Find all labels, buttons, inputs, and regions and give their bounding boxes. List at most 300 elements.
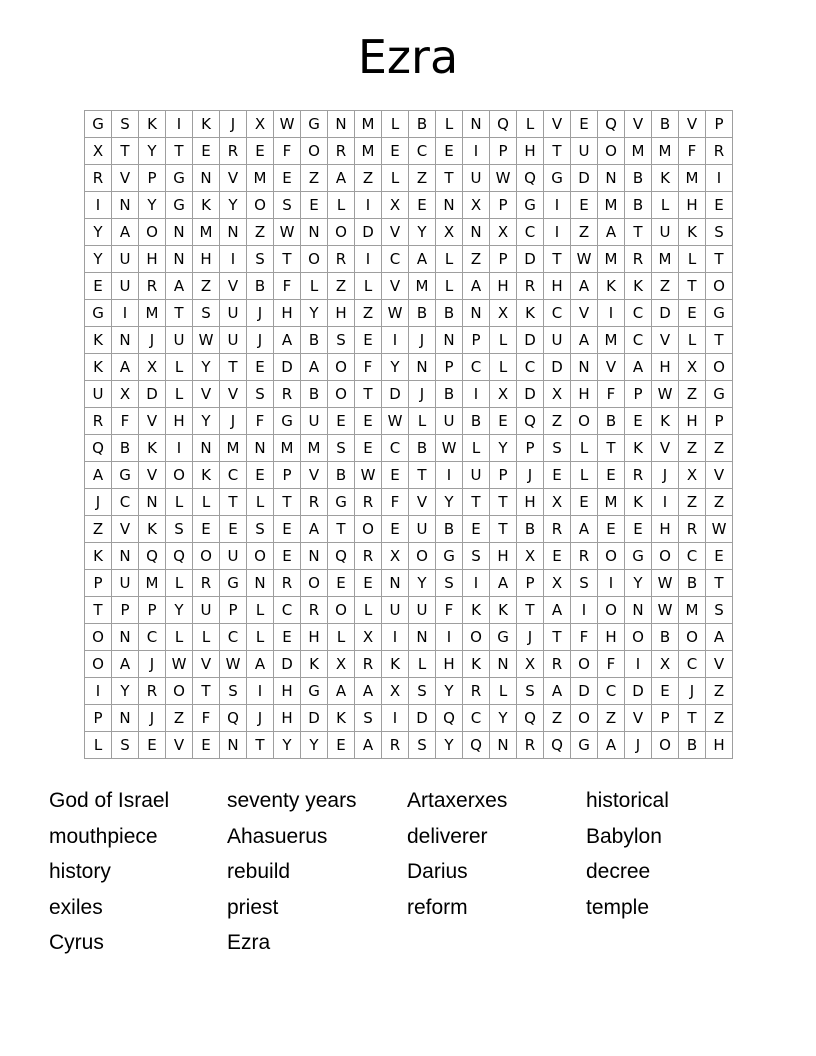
grid-cell: U — [220, 300, 247, 327]
grid-cell: V — [625, 111, 652, 138]
grid-cell: G — [85, 300, 112, 327]
grid-cell: R — [328, 138, 355, 165]
grid-cell: E — [598, 462, 625, 489]
grid-cell: A — [463, 273, 490, 300]
grid-cell: L — [571, 462, 598, 489]
word-list-item: Ezra — [227, 931, 271, 954]
grid-cell: F — [679, 138, 706, 165]
grid-cell: S — [328, 327, 355, 354]
grid-cell: C — [220, 462, 247, 489]
grid-cell: F — [436, 597, 463, 624]
grid-cell: O — [355, 516, 382, 543]
grid-cell: E — [409, 192, 436, 219]
grid-cell: T — [166, 138, 193, 165]
grid-cell: C — [598, 678, 625, 705]
word-list-item: God of Israel — [49, 789, 170, 812]
grid-cell: J — [139, 327, 166, 354]
grid-cell: K — [652, 408, 679, 435]
grid-cell: T — [706, 327, 733, 354]
grid-cell: S — [436, 570, 463, 597]
grid-cell: Q — [517, 408, 544, 435]
grid-cell: X — [544, 489, 571, 516]
word-list-item: Ahasuerus — [227, 824, 328, 848]
grid-cell: Y — [112, 678, 139, 705]
grid-cell: D — [409, 705, 436, 732]
grid-cell: H — [301, 624, 328, 651]
grid-cell: X — [490, 381, 517, 408]
grid-cell: O — [706, 273, 733, 300]
worksheet-page — [0, 30, 816, 1056]
grid-cell: X — [139, 354, 166, 381]
grid-cell: Q — [166, 543, 193, 570]
word-list-item: Cyrus — [49, 931, 104, 954]
grid-cell: G — [544, 165, 571, 192]
grid-cell: N — [409, 354, 436, 381]
grid-cell: W — [490, 165, 517, 192]
grid-cell: T — [544, 246, 571, 273]
grid-cell: T — [463, 489, 490, 516]
grid-cell: A — [85, 462, 112, 489]
grid-cell: P — [490, 138, 517, 165]
word-list-item: Darius — [407, 860, 468, 883]
grid-cell: A — [571, 273, 598, 300]
grid-cell: E — [247, 354, 274, 381]
grid-cell: S — [355, 705, 382, 732]
grid-cell: N — [409, 624, 436, 651]
grid-cell: H — [706, 732, 733, 759]
grid-cell: N — [598, 165, 625, 192]
grid-cell: Q — [490, 111, 517, 138]
grid-cell: A — [328, 165, 355, 192]
grid-cell: O — [301, 570, 328, 597]
grid-cell: E — [193, 138, 220, 165]
grid-cell: E — [706, 543, 733, 570]
grid-cell: R — [355, 651, 382, 678]
grid-cell: A — [544, 678, 571, 705]
grid-cell: O — [328, 381, 355, 408]
grid-cell: Y — [139, 138, 166, 165]
grid-cell: Z — [193, 273, 220, 300]
grid-cell: E — [652, 678, 679, 705]
grid-cell: F — [355, 354, 382, 381]
grid-cell: K — [625, 489, 652, 516]
grid-cell: J — [247, 327, 274, 354]
grid-cell: A — [598, 219, 625, 246]
grid-cell: I — [598, 570, 625, 597]
grid-cell: C — [625, 300, 652, 327]
grid-cell: I — [382, 624, 409, 651]
grid-cell: A — [625, 354, 652, 381]
grid-cell: K — [85, 543, 112, 570]
grid-cell: V — [220, 165, 247, 192]
grid-cell: X — [679, 462, 706, 489]
grid-cell: M — [679, 165, 706, 192]
grid-cell: B — [436, 516, 463, 543]
grid-cell: T — [436, 165, 463, 192]
grid-cell: O — [706, 354, 733, 381]
grid-cell: Y — [166, 597, 193, 624]
grid-cell: S — [517, 678, 544, 705]
grid-cell: J — [517, 624, 544, 651]
grid-cell: K — [517, 300, 544, 327]
grid-cell: O — [328, 597, 355, 624]
grid-cell: G — [220, 570, 247, 597]
grid-cell: L — [652, 192, 679, 219]
grid-cell: X — [85, 138, 112, 165]
grid-cell: E — [328, 570, 355, 597]
grid-cell: C — [463, 354, 490, 381]
grid-cell: H — [652, 516, 679, 543]
grid-cell: E — [490, 408, 517, 435]
grid-cell: Z — [85, 516, 112, 543]
grid-cell: Y — [301, 300, 328, 327]
grid-cell: A — [274, 327, 301, 354]
word-list-item: reform — [407, 895, 468, 919]
grid-cell: M — [274, 435, 301, 462]
grid-cell: B — [409, 435, 436, 462]
grid-cell: N — [490, 651, 517, 678]
grid-cell: A — [571, 327, 598, 354]
grid-cell: V — [625, 705, 652, 732]
grid-cell: C — [112, 489, 139, 516]
grid-cell: S — [112, 111, 139, 138]
grid-cell: N — [112, 705, 139, 732]
word-list-item: mouthpiece — [49, 824, 158, 848]
grid-cell: X — [652, 651, 679, 678]
grid-cell: N — [139, 489, 166, 516]
grid-cell: X — [490, 219, 517, 246]
grid-cell: M — [625, 138, 652, 165]
grid-cell: H — [139, 246, 166, 273]
grid-cell: P — [85, 705, 112, 732]
grid-cell: N — [625, 597, 652, 624]
grid-cell: D — [517, 246, 544, 273]
grid-cell: M — [355, 111, 382, 138]
grid-cell: W — [571, 246, 598, 273]
grid-cell: I — [166, 435, 193, 462]
grid-cell: B — [463, 408, 490, 435]
grid-cell: Z — [679, 489, 706, 516]
grid-cell: P — [706, 408, 733, 435]
grid-cell: B — [436, 300, 463, 327]
grid-cell: E — [571, 111, 598, 138]
grid-cell: E — [247, 138, 274, 165]
grid-cell: X — [517, 651, 544, 678]
grid-cell: U — [166, 327, 193, 354]
grid-cell: C — [679, 651, 706, 678]
grid-cell: L — [490, 678, 517, 705]
grid-cell: U — [382, 597, 409, 624]
grid-cell: F — [274, 138, 301, 165]
grid-cell: V — [571, 300, 598, 327]
grid-cell: T — [598, 435, 625, 462]
grid-cell: L — [355, 273, 382, 300]
grid-cell: L — [328, 624, 355, 651]
grid-cell: H — [274, 678, 301, 705]
grid-cell: H — [328, 300, 355, 327]
grid-cell: U — [571, 138, 598, 165]
grid-cell: M — [598, 489, 625, 516]
grid-cell: R — [517, 732, 544, 759]
grid-cell: X — [463, 192, 490, 219]
grid-cell: M — [247, 165, 274, 192]
grid-cell: P — [517, 570, 544, 597]
grid-cell: C — [220, 624, 247, 651]
grid-cell: V — [706, 651, 733, 678]
grid-cell: D — [355, 219, 382, 246]
grid-cell: N — [112, 192, 139, 219]
grid-cell: Y — [436, 678, 463, 705]
grid-cell: V — [409, 489, 436, 516]
grid-cell: U — [112, 246, 139, 273]
grid-cell: N — [247, 435, 274, 462]
grid-cell: V — [382, 219, 409, 246]
grid-cell: R — [706, 138, 733, 165]
grid-cell: K — [139, 435, 166, 462]
grid-cell: O — [652, 543, 679, 570]
grid-cell: K — [490, 597, 517, 624]
grid-cell: C — [679, 543, 706, 570]
grid-cell: E — [436, 138, 463, 165]
grid-cell: B — [652, 111, 679, 138]
grid-cell: C — [463, 705, 490, 732]
grid-cell: I — [85, 192, 112, 219]
grid-cell: S — [463, 543, 490, 570]
grid-cell: E — [355, 408, 382, 435]
word-list-item: history — [49, 860, 111, 883]
grid-cell: U — [652, 219, 679, 246]
grid-cell: Z — [679, 435, 706, 462]
grid-cell: Z — [598, 705, 625, 732]
word-list-column — [407, 783, 586, 925]
grid-cell: S — [706, 219, 733, 246]
grid-cell: Z — [463, 246, 490, 273]
grid-cell: Z — [166, 705, 193, 732]
grid-cell: N — [112, 624, 139, 651]
grid-cell: L — [166, 570, 193, 597]
grid-cell: I — [355, 192, 382, 219]
grid-cell: E — [625, 516, 652, 543]
grid-cell: Z — [544, 705, 571, 732]
grid-cell: C — [139, 624, 166, 651]
grid-cell: O — [166, 462, 193, 489]
word-list-item: exiles — [49, 895, 103, 919]
grid-cell: Y — [274, 732, 301, 759]
grid-cell: H — [517, 489, 544, 516]
grid-cell: D — [544, 354, 571, 381]
grid-cell: R — [193, 570, 220, 597]
grid-cell: Z — [409, 165, 436, 192]
grid-cell: B — [301, 381, 328, 408]
grid-cell: V — [598, 354, 625, 381]
grid-cell: C — [274, 597, 301, 624]
grid-cell: H — [274, 705, 301, 732]
grid-cell: L — [166, 489, 193, 516]
grid-cell: L — [436, 111, 463, 138]
grid-cell: N — [301, 219, 328, 246]
grid-cell: V — [652, 327, 679, 354]
grid-cell: B — [112, 435, 139, 462]
grid-cell: U — [544, 327, 571, 354]
grid-cell: F — [112, 408, 139, 435]
grid-cell: X — [382, 678, 409, 705]
grid-cell: N — [571, 354, 598, 381]
grid-cell: G — [625, 543, 652, 570]
grid-cell: X — [112, 381, 139, 408]
grid-cell: I — [571, 597, 598, 624]
grid-cell: Z — [328, 273, 355, 300]
grid-cell: V — [544, 111, 571, 138]
grid-cell: D — [301, 705, 328, 732]
grid-cell: M — [301, 435, 328, 462]
grid-cell: I — [544, 219, 571, 246]
grid-cell: S — [571, 570, 598, 597]
grid-cell: W — [193, 327, 220, 354]
grid-cell: M — [409, 273, 436, 300]
grid-cell: Q — [436, 705, 463, 732]
grid-cell: X — [247, 111, 274, 138]
grid-cell: P — [85, 570, 112, 597]
grid-cell: A — [409, 246, 436, 273]
word-list-item: deliverer — [407, 824, 488, 848]
grid-cell: L — [436, 246, 463, 273]
grid-cell: H — [490, 543, 517, 570]
grid-cell: L — [247, 624, 274, 651]
grid-cell: T — [706, 570, 733, 597]
grid-cell: L — [490, 327, 517, 354]
grid-cell: O — [571, 651, 598, 678]
grid-cell: J — [247, 300, 274, 327]
grid-cell: B — [652, 624, 679, 651]
grid-cell: R — [274, 570, 301, 597]
word-list-item: temple — [586, 895, 650, 919]
grid-cell: B — [517, 516, 544, 543]
grid-cell: X — [544, 570, 571, 597]
grid-cell: M — [679, 597, 706, 624]
grid-cell: Y — [490, 435, 517, 462]
grid-cell: L — [193, 489, 220, 516]
word-list-item: rebuild — [227, 860, 291, 883]
grid-cell: L — [166, 354, 193, 381]
puzzle-title: Ezra — [357, 30, 459, 84]
grid-cell: O — [463, 624, 490, 651]
grid-cell: N — [112, 327, 139, 354]
grid-cell: T — [166, 300, 193, 327]
grid-cell: O — [193, 543, 220, 570]
grid-cell: I — [436, 624, 463, 651]
grid-cell: K — [139, 111, 166, 138]
grid-cell: A — [355, 732, 382, 759]
grid-cell: Y — [409, 219, 436, 246]
grid-cell: X — [436, 219, 463, 246]
grid-cell: J — [220, 111, 247, 138]
word-search-grid — [84, 110, 733, 759]
grid-cell: M — [598, 192, 625, 219]
grid-cell: A — [706, 624, 733, 651]
grid-cell: E — [625, 408, 652, 435]
grid-cell: E — [139, 732, 166, 759]
grid-cell: Z — [706, 435, 733, 462]
grid-cell: Z — [544, 408, 571, 435]
grid-cell: S — [409, 732, 436, 759]
grid-cell: B — [436, 381, 463, 408]
grid-cell: I — [355, 246, 382, 273]
grid-cell: Z — [571, 219, 598, 246]
grid-cell: D — [571, 165, 598, 192]
grid-cell: Z — [706, 489, 733, 516]
grid-cell: U — [112, 273, 139, 300]
grid-cell: A — [112, 651, 139, 678]
grid-cell: V — [301, 462, 328, 489]
grid-cell: Q — [517, 705, 544, 732]
grid-cell: O — [85, 624, 112, 651]
grid-cell: E — [571, 192, 598, 219]
grid-cell: A — [355, 678, 382, 705]
grid-cell: L — [355, 597, 382, 624]
grid-cell: N — [220, 219, 247, 246]
grid-cell: W — [220, 651, 247, 678]
grid-cell: M — [652, 246, 679, 273]
grid-cell: R — [571, 543, 598, 570]
grid-cell: E — [382, 138, 409, 165]
grid-cell: G — [166, 165, 193, 192]
grid-cell: N — [463, 219, 490, 246]
grid-cell: D — [139, 381, 166, 408]
grid-cell: N — [301, 543, 328, 570]
grid-cell: J — [139, 705, 166, 732]
grid-cell: L — [409, 408, 436, 435]
grid-cell: B — [409, 111, 436, 138]
grid-cell: N — [436, 327, 463, 354]
grid-cell: O — [247, 543, 274, 570]
grid-cell: N — [193, 165, 220, 192]
grid-cell: M — [598, 327, 625, 354]
grid-cell: E — [274, 624, 301, 651]
grid-cell: U — [463, 165, 490, 192]
grid-cell: P — [274, 462, 301, 489]
grid-cell: Q — [139, 543, 166, 570]
grid-cell: A — [247, 651, 274, 678]
grid-cell: K — [598, 273, 625, 300]
grid-cell: J — [247, 705, 274, 732]
grid-cell: E — [355, 435, 382, 462]
grid-cell: K — [679, 219, 706, 246]
grid-cell: V — [652, 435, 679, 462]
grid-cell: L — [193, 624, 220, 651]
grid-cell: W — [706, 516, 733, 543]
grid-cell: P — [490, 462, 517, 489]
grid-cell: B — [625, 192, 652, 219]
grid-cell: U — [409, 516, 436, 543]
grid-cell: W — [652, 597, 679, 624]
grid-cell: K — [193, 111, 220, 138]
grid-cell: Q — [598, 111, 625, 138]
grid-cell: A — [571, 516, 598, 543]
grid-cell: M — [139, 570, 166, 597]
word-list-item: historical — [586, 789, 669, 812]
grid-cell: P — [517, 435, 544, 462]
grid-cell: U — [409, 597, 436, 624]
grid-cell: L — [679, 246, 706, 273]
grid-cell: P — [463, 327, 490, 354]
grid-cell: C — [382, 435, 409, 462]
grid-cell: R — [544, 516, 571, 543]
grid-cell: O — [301, 246, 328, 273]
grid-cell: H — [571, 381, 598, 408]
grid-cell: L — [85, 732, 112, 759]
grid-cell: L — [436, 273, 463, 300]
grid-cell: U — [463, 462, 490, 489]
